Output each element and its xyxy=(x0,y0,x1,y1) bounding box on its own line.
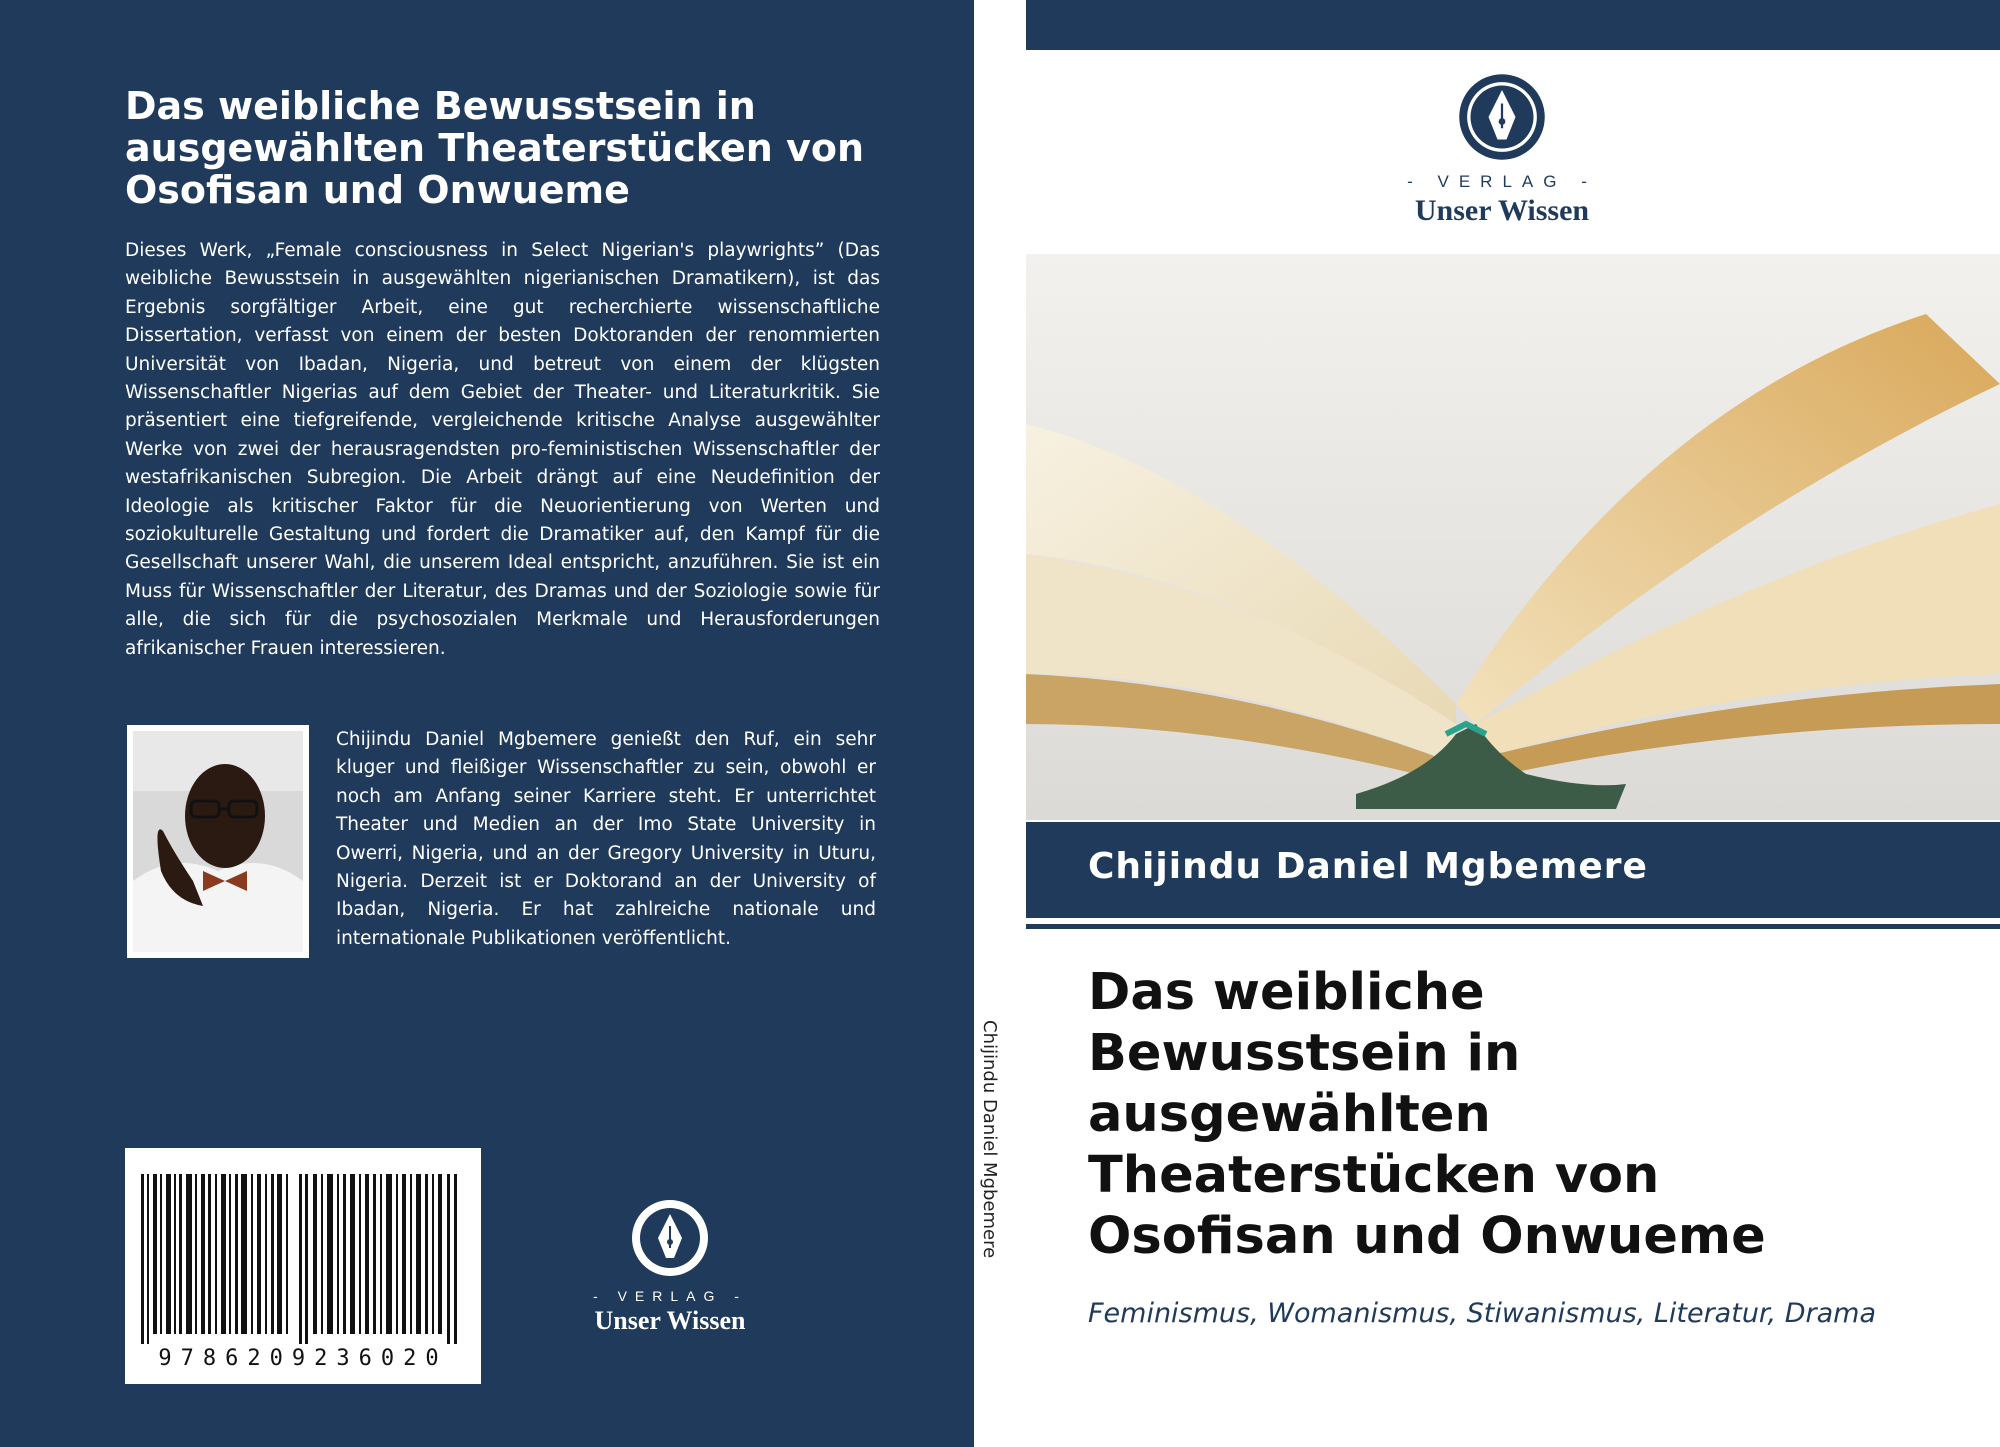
publisher-name: Unser Wissen xyxy=(594,1306,746,1335)
barcode-bars xyxy=(141,1174,465,1344)
publisher-logo-front xyxy=(1382,72,1622,228)
fountain-pen-nib-icon xyxy=(630,1198,710,1278)
author-bio: Chijindu Daniel Mgbemere genießt den Ruf, ein sehr kluger und fleißiger Wissenschaftler zu sein, obwohl er noch am Anfang seiner Karriere steht. Er unterrichtet Theater und Medien an der Imo State University in Owerri, Nigeria, und an der Gregory University in Uturu, Nigeria. Derzeit ist er Doktorand an der University of Ibadan, Nigeria. Er hat zahlreiche nationale und internationale Publikationen veröffentlicht. xyxy=(336,729,876,949)
isbn-digits: 9786209236020 xyxy=(158,1346,448,1371)
front-title-line-5: Osofisan und Onwueme xyxy=(1088,1207,1766,1266)
spine-author: Chijindu Daniel Mgbemere xyxy=(979,1020,1000,1259)
front-cover-title xyxy=(1088,962,1968,1267)
front-cover-subtitle: Feminismus, Womanismus, Stiwanismus, Literatur, Drama xyxy=(1088,1298,1876,1329)
publisher-name: Unser Wissen xyxy=(1414,194,1590,227)
front-author-name: Chijindu Daniel Mgbemere xyxy=(1088,846,1648,887)
fountain-pen-nib-icon xyxy=(1457,72,1547,162)
back-cover-title: Das weibliche Bewusstsein in ausgewählten Theaterstücken von Osofisan und Onwueme xyxy=(125,84,864,212)
isbn-barcode xyxy=(125,1148,481,1384)
publisher-verlag-label: - VERLAG - xyxy=(1407,172,1597,191)
open-book-image xyxy=(1026,254,2000,820)
publisher-verlag-label: - VERLAG - xyxy=(593,1288,747,1304)
publisher-logo-back xyxy=(566,1198,774,1336)
front-author-band xyxy=(1026,822,2000,918)
front-top-bar xyxy=(1026,0,2000,50)
front-title-line-4: Theaterstücken von xyxy=(1088,1146,1660,1205)
front-divider-line xyxy=(1026,924,2000,929)
front-title-line-2: Bewusstsein in xyxy=(1088,1024,1521,1083)
open-book-illustration xyxy=(1026,254,2000,820)
back-cover-description: Dieses Werk, „Female consciousness in Select Nigerian's playwrights” (Das weibliche Bewusstsein in ausgewählten nigerianischen Dramatikern), ist das Ergebnis sorgfältiger Arbeit, eine gut recherchierte wissenschaftliche Dissertation, verfasst von einem der besten Doktoranden der renommierten Universität von Ibadan, Nigeria, und betreut von einem der klügsten Wissenschaftler Nigerias auf dem Gebiet der Theater- und Literaturkritik. Sie präsentiert eine tiefgreifende, vergleichende kritische Analyse ausgewählter Werke von zwei der herausragendsten pro-feministischen Wissenschaftler der westafrikanischen Subregion. Die Arbeit drängt auf eine Neudefinition der Ideologie als kritischer Faktor für die Neuorientierung von Werten und soziokulturelle Gestaltung und fordert die Dramatiker auf, den Kampf für die Gesellschaft unserer Wahl, die unserem Ideal entspricht, anzuführen. Sie ist ein Muss für Wissenschaftler der Literatur, des Dramas und der Soziologie sowie für alle, die sich für die psychosozialen Merkmale und Herausforderungen afrikanischer Frauen interessieren. xyxy=(125,240,880,659)
author-portrait-image xyxy=(133,731,303,952)
front-title-line-1: Das weibliche xyxy=(1088,963,1485,1022)
front-title-line-3: ausgewählten xyxy=(1088,1085,1491,1144)
author-photo xyxy=(127,725,309,958)
